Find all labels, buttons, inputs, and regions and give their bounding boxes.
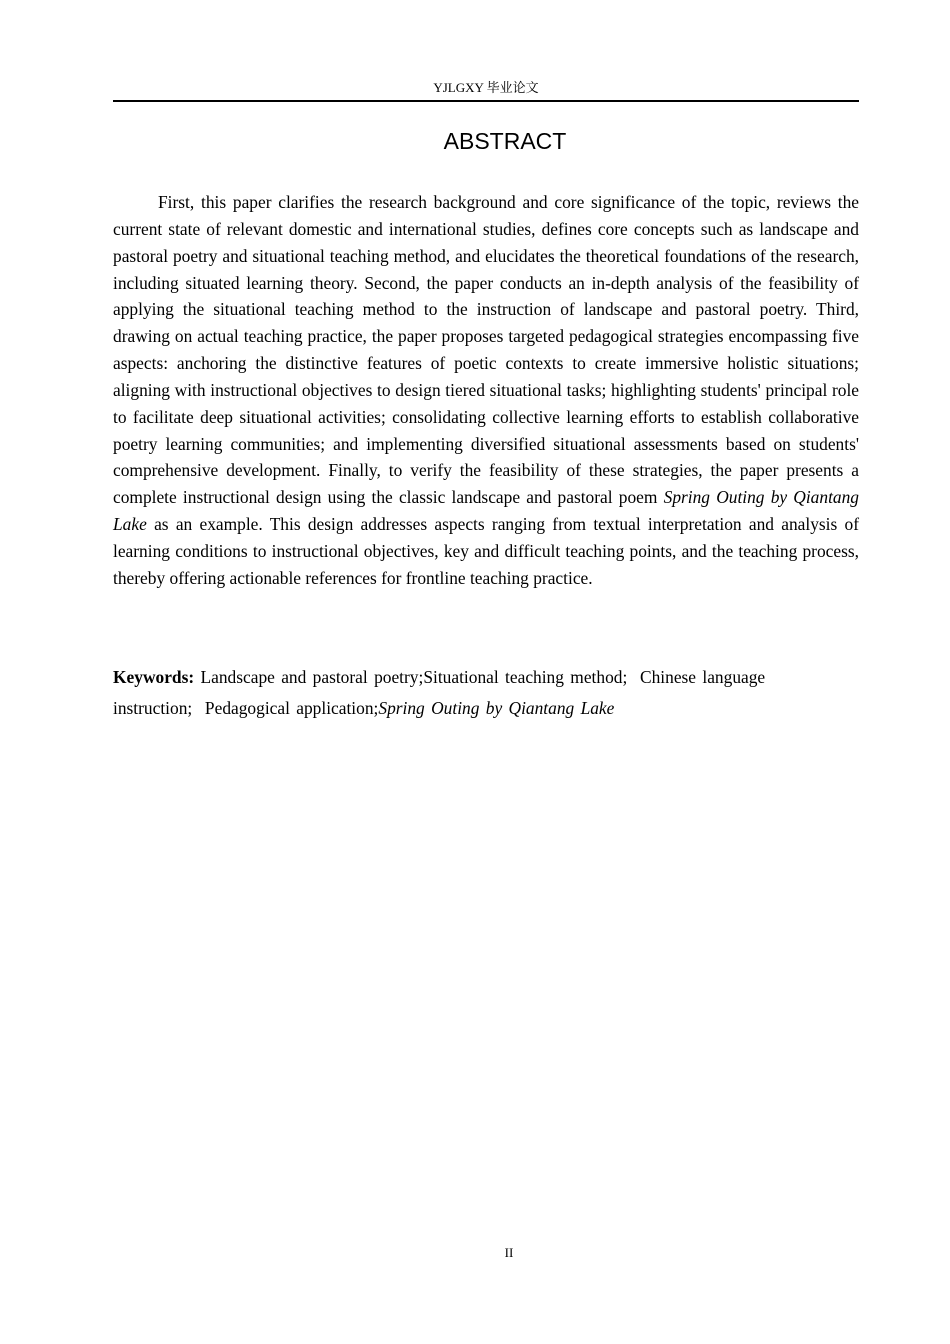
header-rule — [113, 100, 859, 102]
abstract-body — [113, 189, 859, 592]
running-header: YJLGXY 毕业论文 — [433, 80, 539, 95]
abstract-body-before: First, this paper clarifies the research background and core significance of the topic, reviews the current state of relevant domestic and international studies, defines core concepts such as landscape and pastoral poetry and situational teaching method, and elucidates the theoretical foundations of the research, including situated learning theory. Second, the paper conducts an in-depth analysis of the feasibility of applying the situational teaching method to the instruction of landscape and pastoral poetry. Third, drawing on actual teaching practice, the paper proposes targeted pedagogical strategies encompassing five aspects: anchoring the distinctive features of poetic contexts to create immersive holistic situations; aligning with instructional objectives to design tiered situational tasks; highlighting students' principal role to facilitate deep situational activities; consolidating collective learning efforts to establish collaborative poetry learning communities; and implementing diversified situational assessments based on students' comprehensive development. Finally, to verify the feasibility of these strategies, the paper presents a complete instructional design using the classic landscape and pastoral poem — [113, 192, 859, 508]
keywords-paragraph: Keywords: Landscape and pastoral poetry;Situational teaching method; Chinese language instruction; Pedagogical application;Spring Outing by Qiantang Lake — [113, 667, 766, 718]
keyword-item: Chinese language instruction — [113, 667, 766, 718]
keyword-item: Situational teaching method — [423, 667, 623, 687]
abstract-body-after: as an example. This design addresses aspects ranging from textual interpretation and analysis of learning conditions to instructional objectives, key and difficult teaching points, and the teaching process, thereby offering actionable references for frontline teaching practice. — [113, 514, 859, 588]
abstract-title: ABSTRACT — [443, 128, 567, 154]
page-number: II — [504, 1245, 514, 1260]
keyword-item: Landscape and pastoral poetry — [200, 667, 419, 687]
keywords-label: Keywords: — [113, 667, 195, 687]
keyword-item: Pedagogical application — [204, 698, 374, 718]
abstract-poem-title: Spring Outing by Qiantang Lake — [113, 487, 859, 535]
keyword-item-poem: Spring Outing by Qiantang Lake — [378, 698, 615, 718]
